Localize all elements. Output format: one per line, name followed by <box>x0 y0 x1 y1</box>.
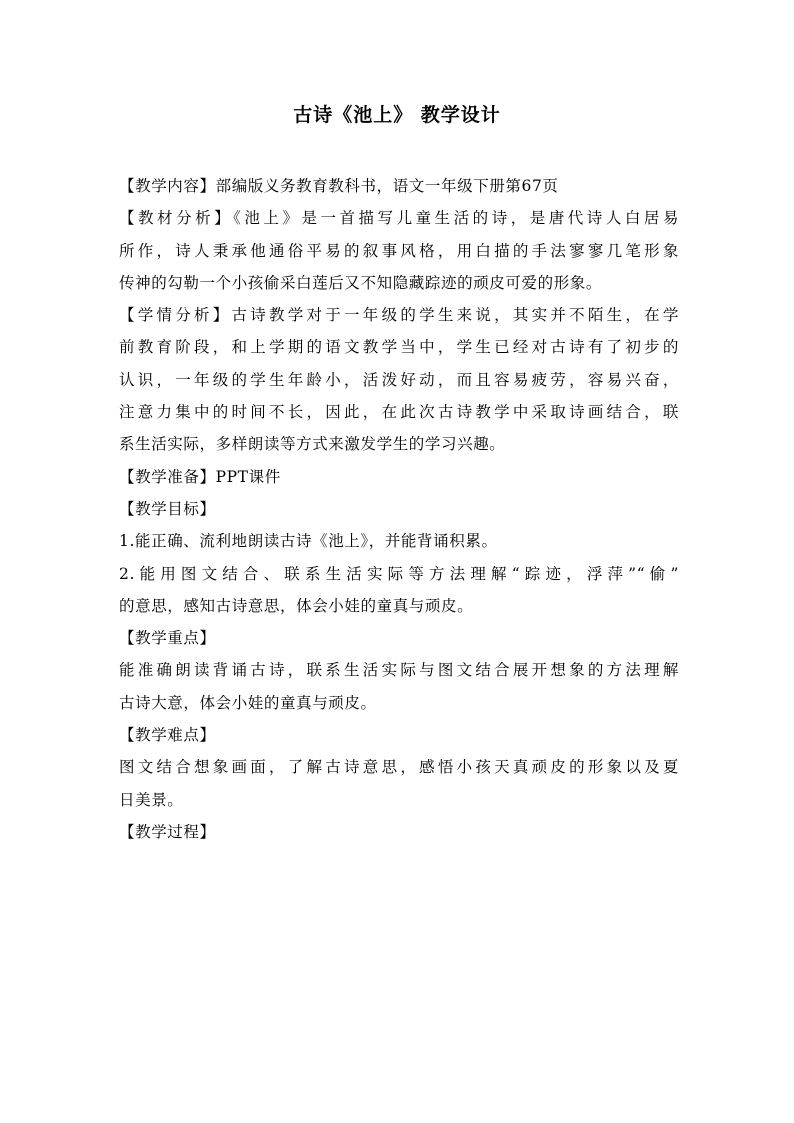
section-material-analysis: 【教材分析】《池上》是一首描写儿童生活的诗，是唐代诗人白居易 <box>119 209 679 228</box>
section-heading-objectives: 【教学目标】 <box>119 499 216 518</box>
paragraph-line: 日美景。 <box>119 790 184 809</box>
section-heading-key-points: 【教学重点】 <box>119 629 216 648</box>
paragraph-line: 传神的勾勒一个小孩偷采白莲后又不知隐藏踪迹的顽皮可爱的形象。 <box>119 273 603 292</box>
objective-item-1: 1.能正确、流利地朗读古诗《池上》，并能背诵积累。 <box>119 532 498 551</box>
paragraph-line: 的意思，感知古诗意思，体会小娃的童真与顽皮。 <box>119 596 474 615</box>
paragraph-line: 所作，诗人秉承他通俗平易的叙事风格，用白描的手法寥寥几笔形象 <box>119 241 679 260</box>
paragraph-line: 图文结合想象画面，了解古诗意思，感悟小孩天真顽皮的形象以及夏 <box>119 758 679 777</box>
document-body <box>119 170 679 848</box>
paragraph-line: 系生活实际，多样朗读等方式来激发学生的学习兴趣。 <box>119 435 506 454</box>
paragraph-line: 古诗大意，体会小娃的童真与顽皮。 <box>119 693 377 712</box>
objective-item-2: 2.能用图文结合、联系生活实际等方法理解“踪迹，浮萍”“偷” <box>119 564 679 583</box>
section-teaching-content: 【教学内容】部编版义务教育教科书，语文一年级下册第67页 <box>119 177 559 195</box>
paragraph-line: 能准确朗读背诵古诗，联系生活实际与图文结合展开想象的方法理解 <box>119 661 679 680</box>
section-teaching-preparation: 【教学准备】PPT课件 <box>119 467 281 486</box>
paragraph-line: 前教育阶段，和上学期的语文教学当中，学生已经对古诗有了初步的 <box>119 338 679 357</box>
section-heading-process: 【教学过程】 <box>119 822 216 841</box>
page-title: 古诗《池上》 教学设计 <box>293 104 501 126</box>
section-heading-difficulties: 【教学难点】 <box>119 726 216 745</box>
paragraph-line: 认识，一年级的学生年龄小，活泼好动，而且容易疲劳，容易兴奋， <box>119 370 679 389</box>
paragraph-line: 注意力集中的时间不长，因此，在此次古诗教学中采取诗画结合，联 <box>119 403 679 422</box>
section-learner-analysis: 【学情分析】古诗教学对于一年级的学生来说，其实并不陌生，在学 <box>119 306 679 325</box>
